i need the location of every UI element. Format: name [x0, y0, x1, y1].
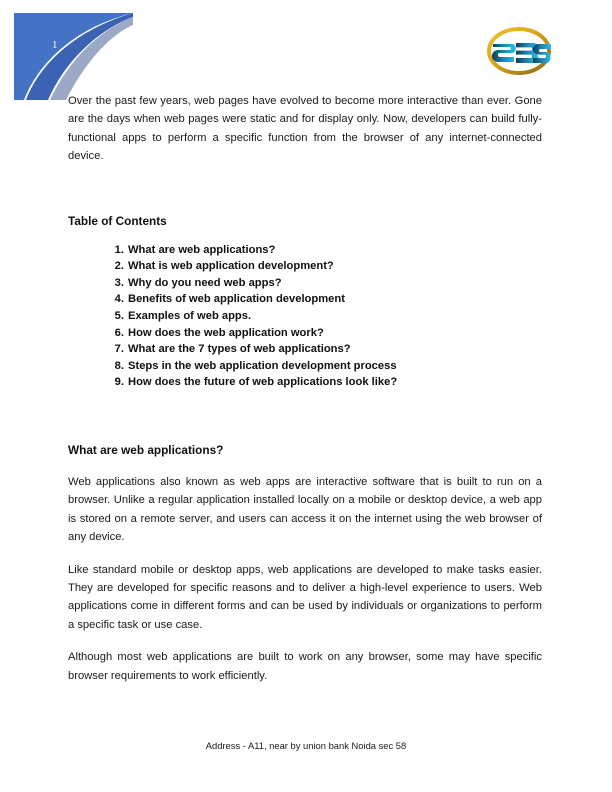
corner-decoration-graphic	[14, 13, 133, 100]
toc-item[interactable]: What are web applications?	[128, 243, 276, 256]
section-paragraph: Although most web applications are built to work on any browser, some may have specific browser requirements to work efficiently.	[68, 651, 542, 682]
sbs-logo-icon	[483, 24, 555, 78]
toc-heading: Table of Contents	[68, 213, 167, 228]
section-heading: What are web applications?	[68, 442, 224, 457]
page-number: 1	[52, 39, 58, 51]
intro-paragraph: Over the past few years, web pages have evolved to become more interactive than ever. Gone are the days when web pages were static and for display only. Now, developers can build fully-functional apps to perform a specific function from the browser of any internet-connected device.	[68, 95, 542, 163]
toc-list	[68, 242, 542, 391]
toc-item[interactable]: What are the 7 types of web applications?	[128, 343, 351, 356]
table-of-contents	[68, 212, 542, 391]
toc-item[interactable]: Examples of web apps.	[128, 310, 252, 322]
section-what-are-web-applications	[68, 441, 542, 685]
footer-address: Address - A11, near by union bank Noida sec 58	[205, 740, 407, 751]
toc-item[interactable]: How does the web application work?	[128, 326, 324, 339]
toc-item[interactable]: What is web application development?	[128, 260, 334, 273]
section-paragraph: Like standard mobile or desktop apps, web applications are developed to make tasks easier. They are developed for specific reasons and to deliver a high-level experience to users. Web applications come in different forms and can be used by individuals or organizations to perform a specific task or use case.	[68, 563, 542, 631]
toc-item[interactable]: Why do you need web apps?	[128, 276, 282, 289]
toc-item[interactable]: Benefits of web application development	[128, 293, 345, 306]
toc-item[interactable]: Steps in the web application development process	[128, 359, 397, 372]
document-content	[68, 92, 542, 697]
toc-item[interactable]: How does the future of web applications look like?	[128, 376, 398, 389]
section-paragraph: Web applications also known as web apps are interactive software that is built to run on a browser. Unlike a regular application installed locally on a mobile or desktop device, a web app is stored on a remote server, and users can access it on the internet using the web browser of any device.	[68, 475, 542, 544]
